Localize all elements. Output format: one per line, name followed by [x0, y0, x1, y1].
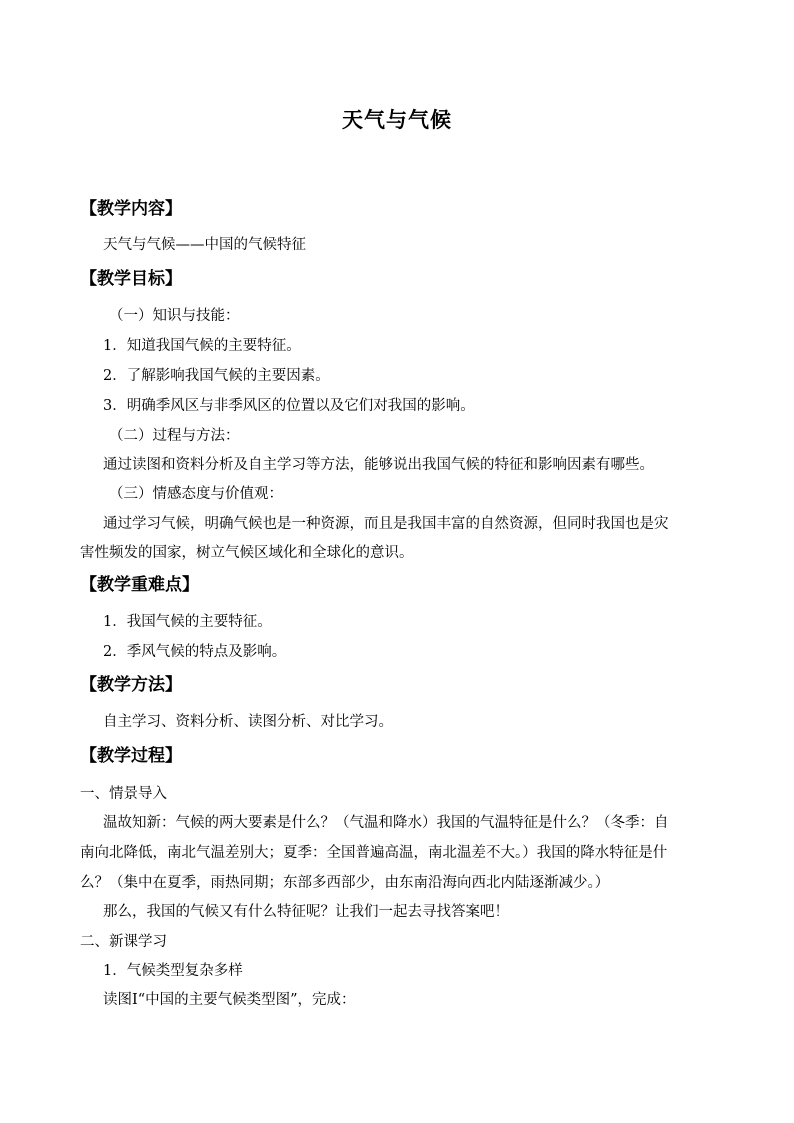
goals-line: 通过学习气候，明确气候也是一种资源，而且是我国丰富的自然资源，但同时我国也是灾 [103, 516, 669, 532]
goals-line: 通过读图和资料分析及自主学习等方法，能够说出我国气候的特征和影响因素有哪些。 [103, 457, 654, 473]
heading-goals: 【教学目标】 [80, 269, 182, 289]
goals-line: 1．知道我国气候的主要特征。 [103, 338, 301, 354]
process-line: 1．气候类型复杂多样 [103, 963, 243, 979]
keypoints-line: 2．季风气候的特点及影响。 [103, 644, 287, 660]
process-line: 那么，我国的气候又有什么特征呢？让我们一起去寻找答案吧！ [103, 904, 509, 920]
heading-process: 【教学过程】 [80, 746, 182, 766]
process-line: 二、新课学习 [80, 934, 167, 950]
process-line: 一、情景导入 [80, 786, 167, 802]
goals-line: 害性频发的国家，树立气候区域化和全球化的意识。 [80, 545, 414, 561]
goals-line: 2．了解影响我国气候的主要因素。 [103, 368, 330, 384]
process-line: 么？（集中在夏季，雨热同期；东部多西部少，由东南沿海向西北内陆逐渐减少。） [80, 875, 610, 891]
process-line: 读图Ⅰ“中国的主要气候类型图”，完成： [103, 992, 356, 1008]
heading-keypoints: 【教学重难点】 [80, 575, 199, 595]
process-line: 温故知新：气候的两大要素是什么？（气温和降水）我国的气温特征是什么？（冬季：自 [103, 815, 669, 831]
content-text: 天气与气候——中国的气候特征 [103, 237, 306, 253]
methods-text: 自主学习、资料分析、读图分析、对比学习。 [103, 714, 393, 730]
process-line: 南向北降低，南北气温差别大；夏季：全国普遍高温，南北温差不大。）我国的降水特征是什 [80, 845, 668, 861]
heading-content: 【教学内容】 [80, 199, 182, 219]
keypoints-line: 1．我国气候的主要特征。 [103, 614, 272, 630]
goals-line: （二）过程与方法： [109, 428, 240, 444]
page-title: 天气与气候 [342, 107, 452, 132]
goals-line: 3．明确季风区与非季风区的位置以及它们对我国的影响。 [103, 398, 475, 414]
goals-line: （一）知识与技能： [109, 308, 240, 324]
heading-methods: 【教学方法】 [80, 675, 182, 695]
goals-line: （三）情感态度与价值观： [109, 486, 283, 502]
